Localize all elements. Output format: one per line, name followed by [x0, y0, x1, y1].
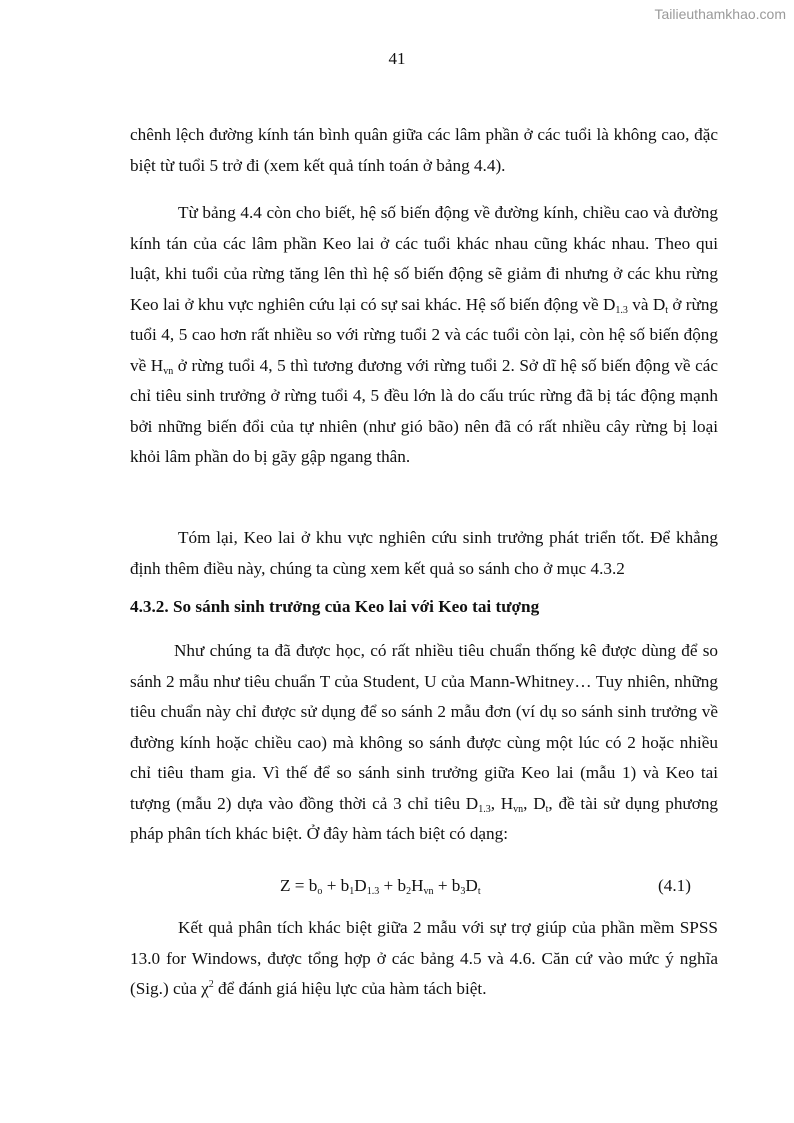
- paragraph-text: Như chúng ta đã được học, có rất nhiều tiêu chuẩn thống kê được dùng để so sánh 2 mẫu như tiêu chuẩn T của Student, U của Mann-Whitney… Tuy nhiên, những tiêu chuẩn này chỉ được sử dụng để so sánh 2 mẫu đơn (ví dụ so sánh sinh trưởng về đường kính hoặc chiều cao) mà không so sánh được cùng một lúc có 2 hoặc nhiều chỉ tiêu tham gia. Vì thế để so sánh sinh trưởng giữa Keo lai (mẫu 1) và Keo tai tượng (mẫu 2) dựa vào đồng thời cả 3 chỉ tiêu D: [130, 641, 718, 813]
- subscript: t: [477, 886, 481, 897]
- subscript: vn: [163, 365, 174, 377]
- superscript: 2: [208, 979, 214, 990]
- equation-row: [130, 876, 718, 906]
- equation-text: + b: [322, 876, 350, 895]
- subscript: vn: [513, 803, 524, 815]
- paragraph-text: chênh lệch đường kính tán bình quân giữa các lâm phần ở các tuổi là không cao, đặc biệt từ tuổi 5 trở đi (xem kết quả tính toán ở bảng 4.4).: [130, 125, 718, 175]
- equation-text: + b: [379, 876, 407, 895]
- paragraph-continuation: [130, 120, 718, 181]
- watermark: Tailieuthamkhao.com: [654, 6, 786, 22]
- equation-text: H: [411, 876, 424, 895]
- paragraph-results: [130, 913, 718, 1005]
- paragraph-text: , đề tài sử dụng phương pháp phân tích khác biệt. Ở đây hàm tách biệt có dạng:: [130, 793, 719, 843]
- subscript: t: [545, 803, 549, 815]
- paragraph-text: , H: [490, 793, 514, 813]
- subscript: vn: [423, 886, 434, 897]
- page-number: 41: [388, 49, 406, 68]
- paragraph-summary: [130, 523, 718, 584]
- paragraph-comparison-method: [130, 636, 718, 850]
- equation-text: Z = b: [280, 876, 318, 895]
- paragraph-text: và D: [627, 294, 666, 314]
- subscript: 1.3: [366, 886, 380, 897]
- paragraph-text: ở rừng tuổi 4, 5 cao hơn rất nhiều so với rừng tuổi 2 và các tuổi còn lại, còn hệ số biến động về H: [130, 294, 719, 375]
- section-heading: 4.3.2. So sánh sinh trưởng của Keo lai với Keo tai tượng: [130, 597, 540, 616]
- subscript: 2: [406, 886, 412, 897]
- subscript: 1: [349, 886, 355, 897]
- equation-text: D: [354, 876, 367, 895]
- subscript: o: [317, 886, 323, 897]
- paragraph-text: ở rừng tuổi 4, 5 thì tương đương với rừng tuổi 2. Sở dĩ hệ số biến động về các chỉ tiêu sinh trưởng ở rừng tuổi 4, 5 đều lớn là do cấu trúc rừng đã bị tác động mạnh bởi những biến đổi của tự nhiên (như gió bão) nên đã có rất nhiều cây rừng bị loại khỏi lâm phần do bị gãy gập ngang thân.: [130, 355, 718, 466]
- subscript: 1.3: [615, 304, 628, 316]
- paragraph-text: , D: [523, 793, 546, 813]
- paragraph-text: Kết quả phân tích khác biệt giữa 2 mẫu với sự trợ giúp của phần mềm SPSS 13.0 for Windows, được tổng hợp ở các bảng 4.5 và 4.6. Căn cứ vào mức ý nghĩa (Sig.) của χ: [130, 918, 718, 998]
- paragraph-variation-coefficient: [130, 198, 718, 473]
- paragraph-text: Tóm lại, Keo lai ở khu vực nghiên cứu sinh trưởng phát triển tốt. Để khẳng định thêm điều này, chúng ta cùng xem kết quả so sánh cho ở mục 4.3.2: [130, 528, 718, 578]
- subscript: 1.3: [478, 803, 491, 815]
- discriminant-equation: [280, 876, 481, 896]
- subscript: 3: [460, 886, 466, 897]
- paragraph-text: để đánh giá hiệu lực của hàm tách biệt.: [213, 979, 487, 998]
- equation-text: + b: [433, 876, 461, 895]
- equation-number: (4.1): [658, 876, 691, 895]
- paragraph-text: Từ bảng 4.4 còn cho biết, hệ số biến động về đường kính, chiều cao và đường kính tán của các lâm phần Keo lai ở các tuổi khác nhau cũng khác nhau. Theo qui luật, khi tuổi của rừng tăng lên thì hệ số biến động sẽ giảm đi nhưng ở các khu rừng Keo lai ở khu vực nghiên cứu lại có sự sai khác. Hệ số biến động về D: [130, 203, 718, 314]
- subscript: t: [665, 304, 669, 316]
- equation-text: D: [465, 876, 478, 895]
